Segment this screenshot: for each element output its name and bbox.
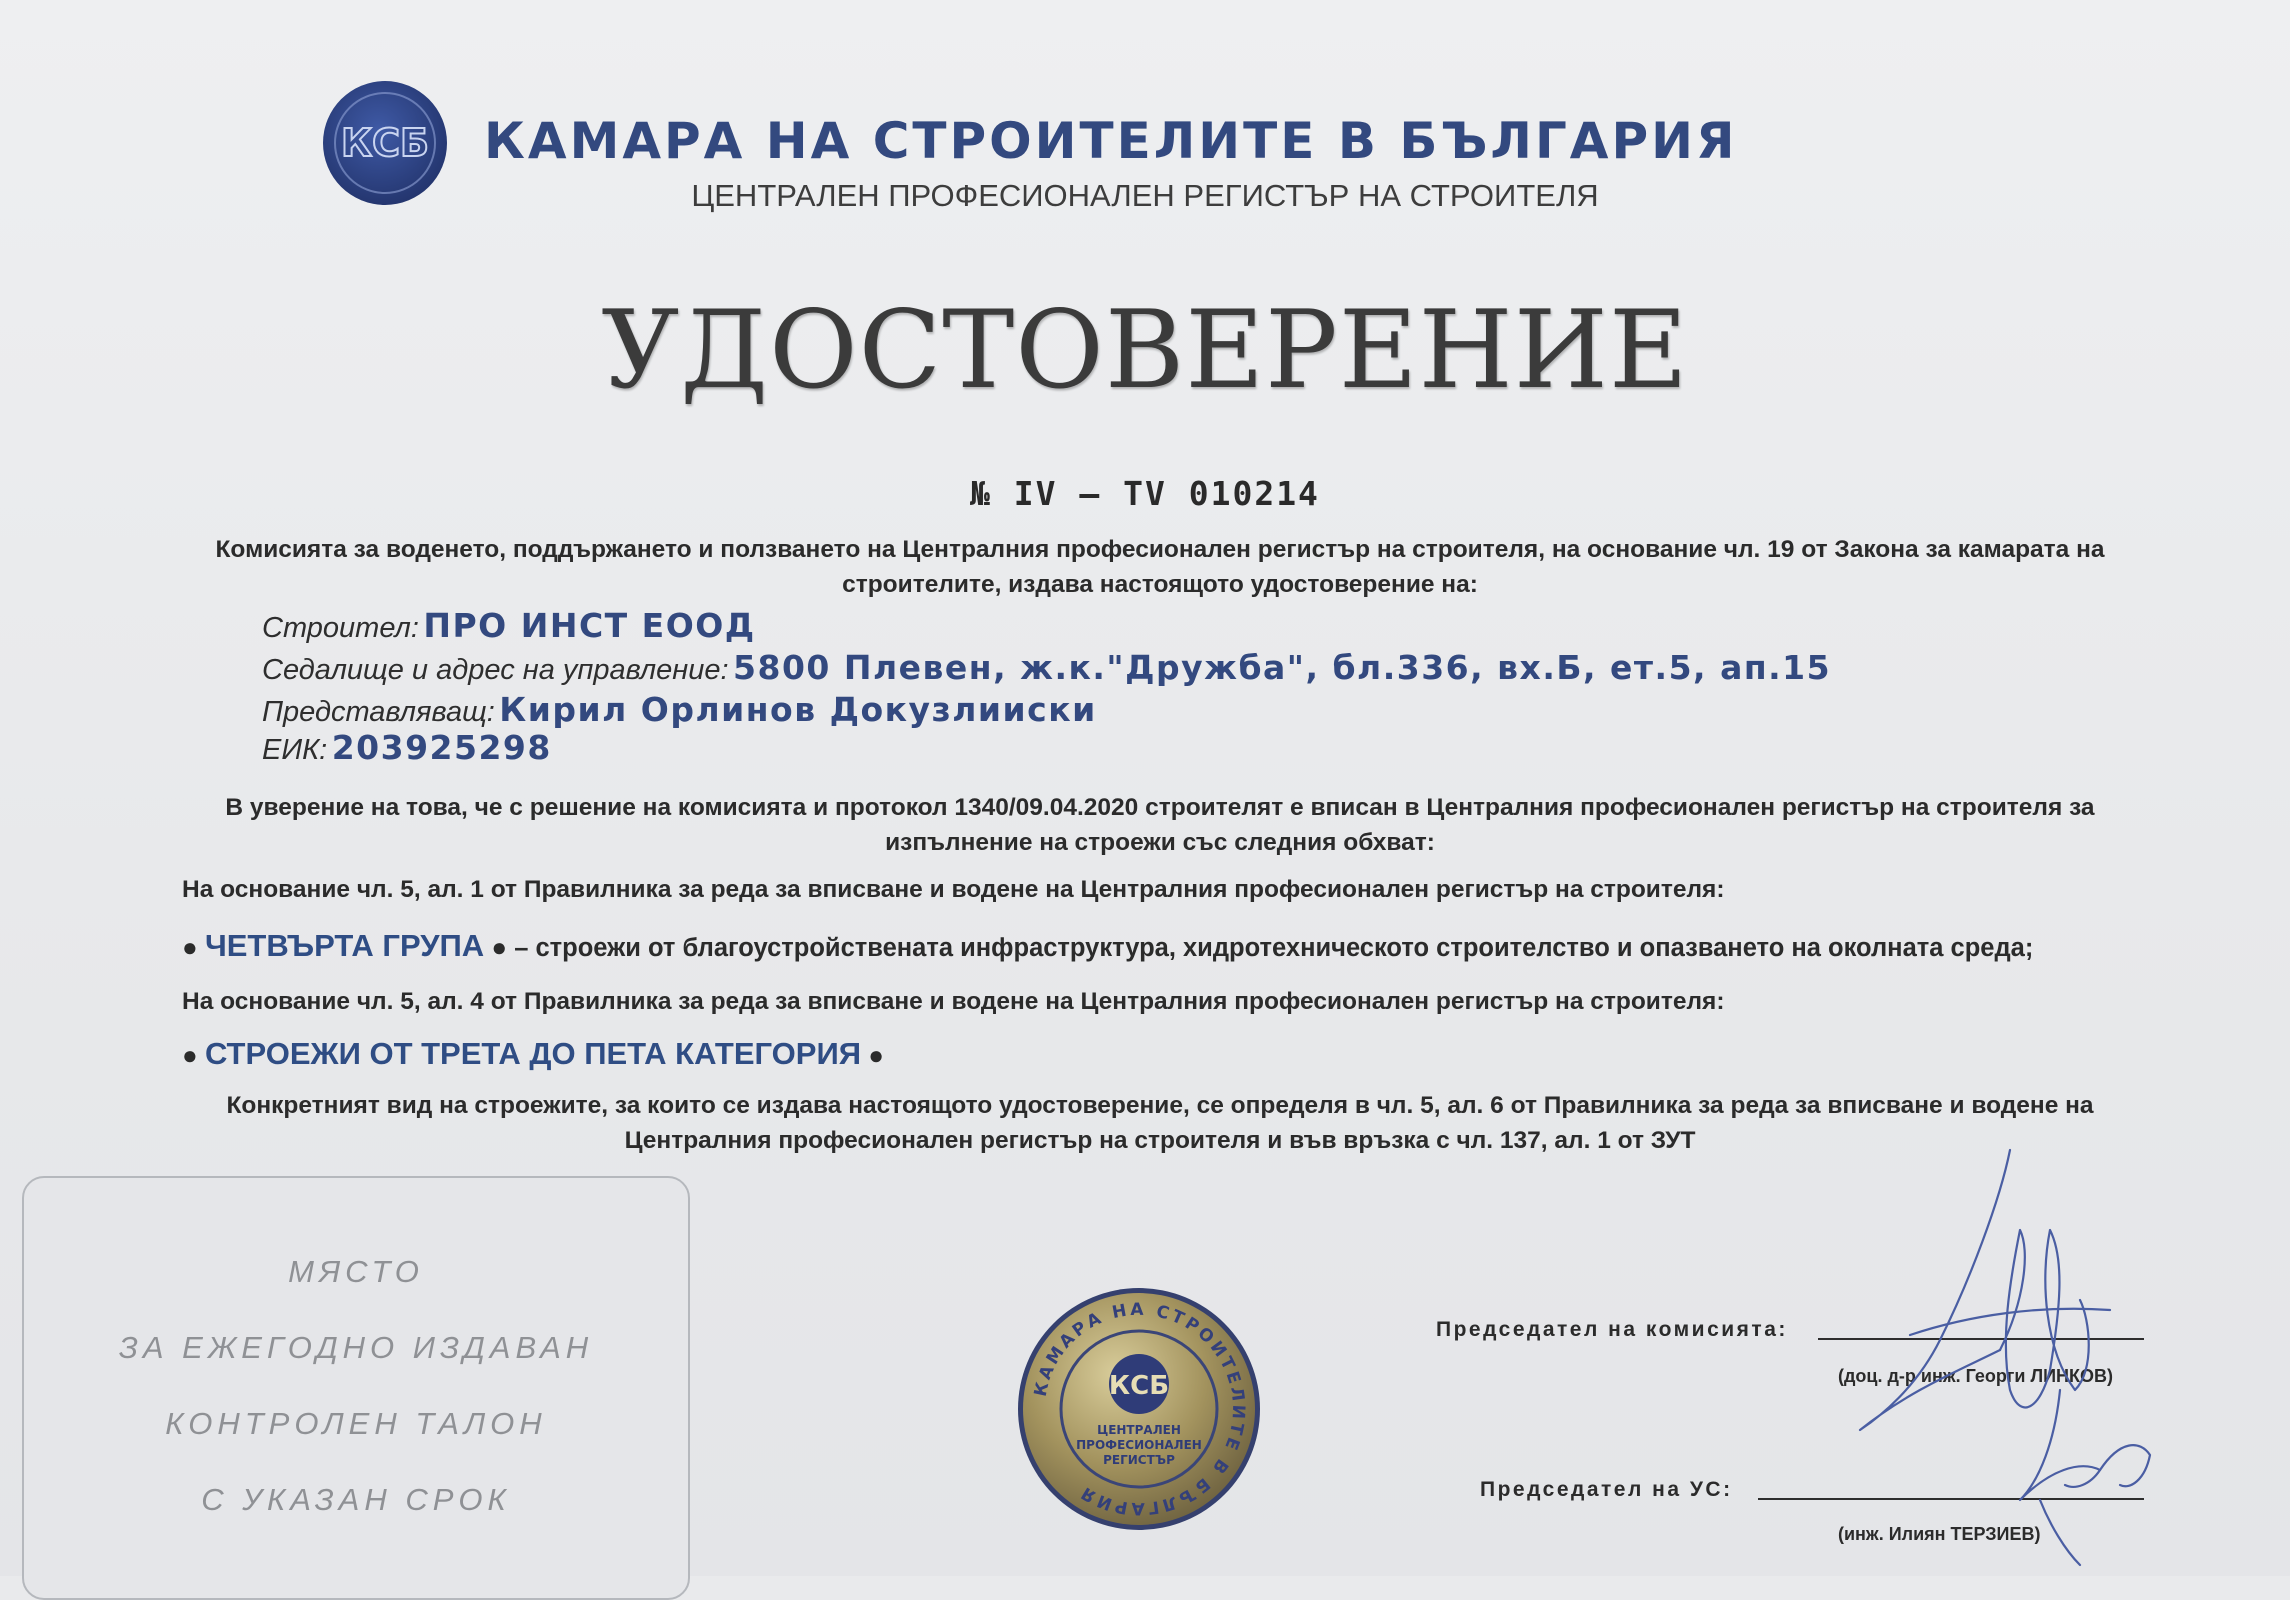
confirmation-paragraph: В уверение на това, че с решение на комисията и протокол 1340/09.04.2020 строителят е вписан в Централния професионален регистър на строителя за изпълнение на строежи със следния обхват: [225, 794, 2095, 856]
builder-name-value: ПРО ИНСТ ЕООД [423, 606, 756, 645]
builder-name-field [262, 606, 756, 645]
builder-eik-label: ЕИК: [262, 734, 328, 766]
bullet-icon: ● [861, 1040, 884, 1070]
ksb-logo-icon [322, 80, 448, 206]
builder-representative-value: Кирил Орлинов Докузлииски [499, 690, 1097, 729]
stub-line: ЗА ЕЖЕГОДНО ИЗДАВАН [118, 1330, 594, 1365]
bullet-icon: ● [182, 1040, 205, 1070]
builder-eik-value: 203925298 [331, 728, 552, 767]
builder-name-label: Строител: [262, 612, 419, 644]
basis-paragraph-1: На основание чл. 5, ал. 1 от Правилника за реда за вписване и водене на Централния професионален регистър на строителя: [182, 876, 1725, 903]
handwritten-signature-icon [1850, 1140, 2190, 1570]
seal-center-line: ПРОФЕСИОНАЛЕН [1076, 1438, 1202, 1452]
builder-address-value: 5800 Плевен, ж.к."Дружба", бл.336, вх.Б, ет.5, ап.15 [733, 648, 1832, 687]
stub-line: КОНТРОЛЕН ТАЛОН [165, 1406, 547, 1441]
registry-seal [1016, 1286, 1262, 1532]
commission-chair-label: Председател на комисията: [1436, 1318, 1788, 1341]
certificate-number: № IV – TV 010214 [970, 474, 1320, 513]
stub-line: МЯСТО [288, 1254, 424, 1289]
seal-logo-text: КСБ [1108, 1371, 1170, 1401]
builder-address-label: Седалище и адрес на управление: [262, 654, 729, 686]
bullet-icon: ● [182, 932, 205, 962]
builder-address-field [262, 648, 1831, 687]
stub-line: С УКАЗАН СРОК [201, 1482, 511, 1517]
category-name: СТРОЕЖИ ОТ ТРЕТА ДО ПЕТА КАТЕГОРИЯ [204, 1036, 862, 1071]
board-chair-name: (инж. Илиян ТЕРЗИЕВ) [1838, 1524, 2041, 1544]
closing-paragraph: Конкретният вид на строежите, за които се издава настоящото удостоверение, се определя в чл. 5, ал. 6 от Правилника за реда за вписване и водене на Централния професионален регистър на строителя и във връзка с чл. 137, ал. 1 от ЗУТ [226, 1092, 2094, 1154]
category-line [182, 1036, 884, 1072]
group-name: ЧЕТВЪРТА ГРУПА [204, 928, 485, 963]
builder-representative-field [262, 690, 1097, 729]
seal-ring-text: КАМАРА НА СТРОИТЕЛИТЕ В БЪЛГАРИЯ [1030, 1299, 1249, 1519]
basis-paragraph-2: На основание чл. 5, ал. 4 от Правилника за реда за вписване и водене на Централния професионален регистър на строителя: [182, 988, 1725, 1015]
commission-chair-name: (доц. д-р инж. Георги ЛИНКОВ) [1838, 1366, 2114, 1386]
bullet-icon: ● [484, 932, 508, 962]
document-title: УДОСТОВЕРЕНИЕ [601, 288, 1689, 413]
builder-representative-label: Представляващ: [262, 696, 495, 728]
group-description: – строежи от благоустройствената инфраструктура, хидротехническото строителство и опазването на околната среда; [507, 934, 2034, 962]
logo-text: КСБ [341, 121, 429, 165]
seal-center-line: РЕГИСТЪР [1103, 1453, 1175, 1467]
builder-eik-field [262, 728, 552, 767]
org-subtitle: ЦЕНТРАЛЕН ПРОФЕСИОНАЛЕН РЕГИСТЪР НА СТРОИТЕЛЯ [691, 178, 1599, 213]
control-stub-box [22, 1176, 690, 1600]
board-chair-label: Председател на УС: [1480, 1478, 1733, 1501]
intro-paragraph: Комисията за воденето, поддържането и ползването на Централния професионален регистър на строителя, на основание чл. 19 от Закона за камарата на строителите, издава настоящото удостоверение на: [215, 536, 2105, 598]
group-line [182, 928, 2033, 964]
seal-center-line: ЦЕНТРАЛЕН [1097, 1423, 1181, 1437]
org-name: КАМАРА НА СТРОИТЕЛИТЕ В БЪЛГАРИЯ [484, 112, 1738, 170]
